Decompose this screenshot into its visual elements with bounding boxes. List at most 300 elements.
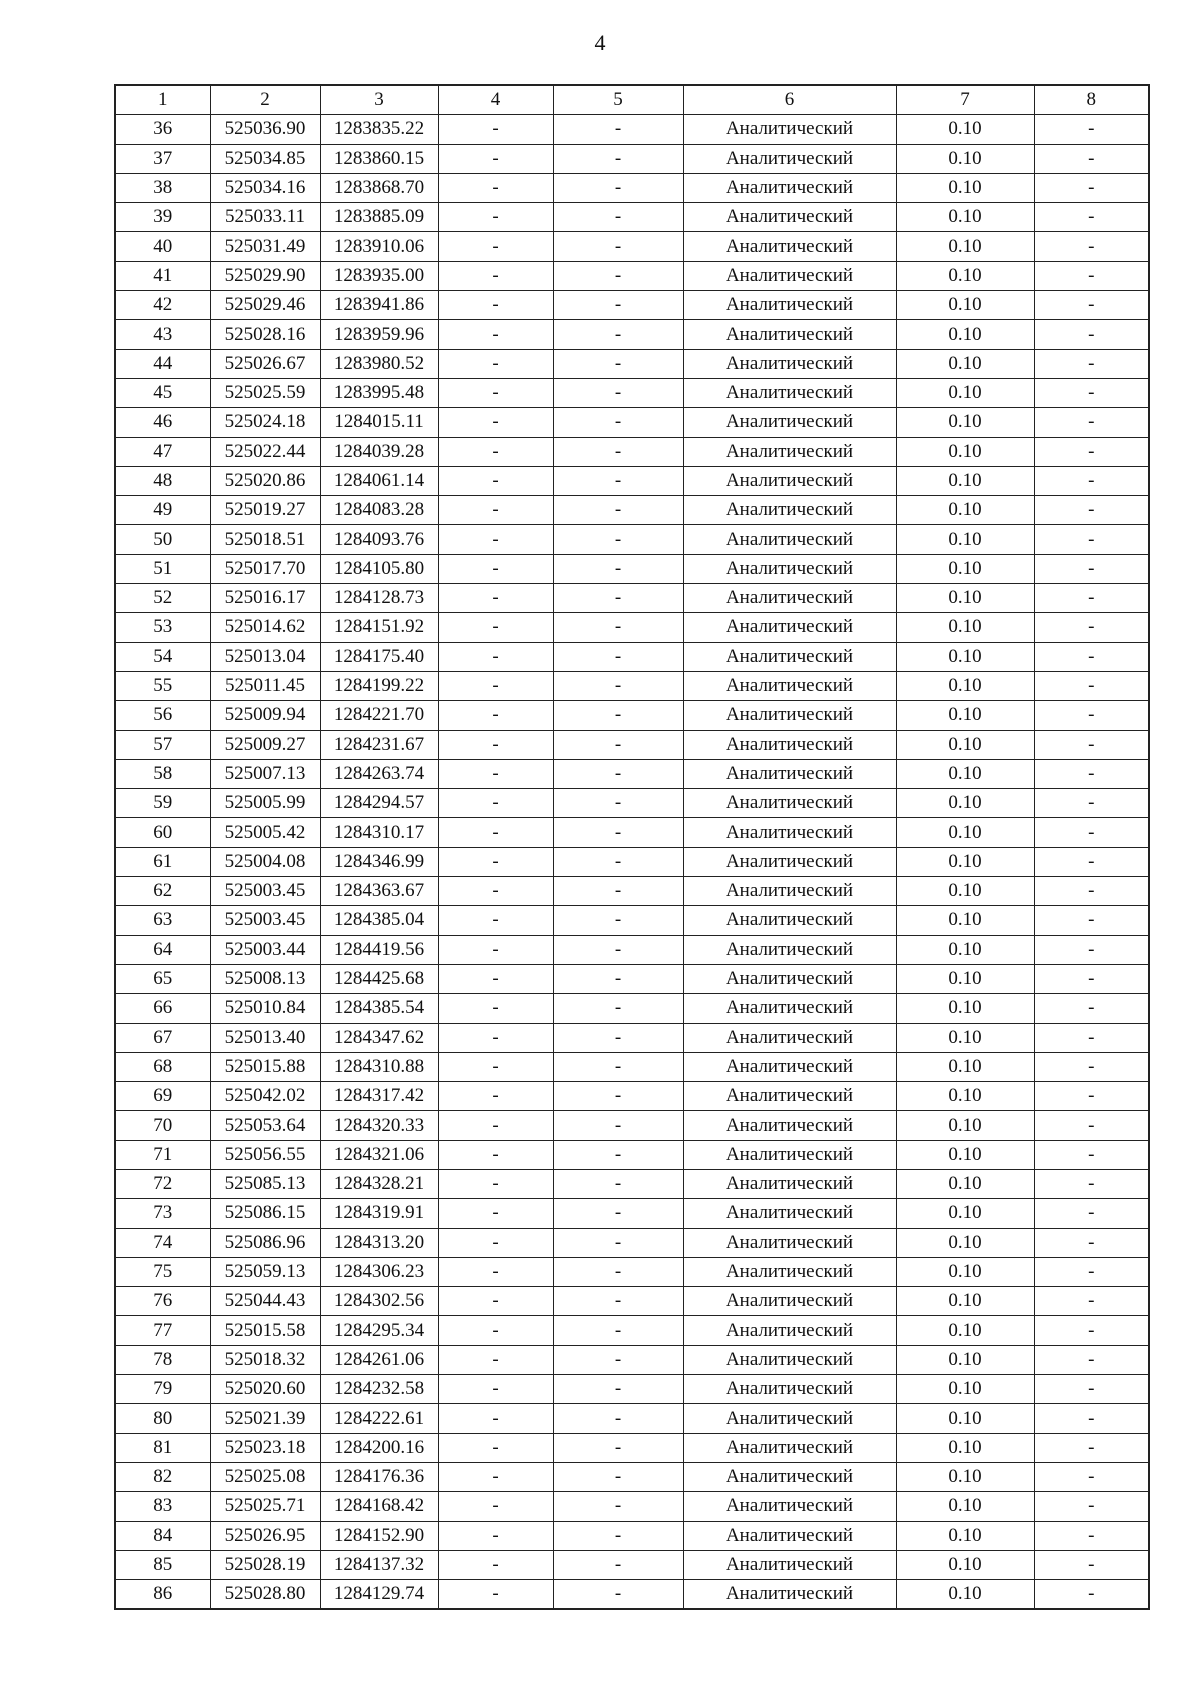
accuracy-cell: 0.10 xyxy=(896,378,1034,407)
column-8-cell: - xyxy=(1034,1082,1149,1111)
y-coordinate-cell: 1284321.06 xyxy=(320,1140,438,1169)
accuracy-cell: 0.10 xyxy=(896,847,1034,876)
x-coordinate-cell: 525013.40 xyxy=(210,1023,320,1052)
column-8-cell: - xyxy=(1034,1404,1149,1433)
column-5-cell: - xyxy=(553,1257,683,1286)
table-row xyxy=(115,1082,1149,1111)
point-number-cell: 80 xyxy=(115,1404,210,1433)
point-number-cell: 43 xyxy=(115,320,210,349)
column-8-cell: - xyxy=(1034,1550,1149,1579)
column-4-cell: - xyxy=(438,1052,553,1081)
column-5-cell: - xyxy=(553,144,683,173)
column-5-cell: - xyxy=(553,701,683,730)
column-8-cell: - xyxy=(1034,1199,1149,1228)
table-row xyxy=(115,1521,1149,1550)
y-coordinate-cell: 1283935.00 xyxy=(320,261,438,290)
column-5-cell: - xyxy=(553,1052,683,1081)
point-number-cell: 86 xyxy=(115,1580,210,1610)
column-5-cell: - xyxy=(553,789,683,818)
accuracy-cell: 0.10 xyxy=(896,466,1034,495)
method-cell: Аналитический xyxy=(683,584,896,613)
column-8-cell: - xyxy=(1034,554,1149,583)
point-number-cell: 61 xyxy=(115,847,210,876)
column-4-cell: - xyxy=(438,1140,553,1169)
accuracy-cell: 0.10 xyxy=(896,1550,1034,1579)
accuracy-cell: 0.10 xyxy=(896,642,1034,671)
column-5-cell: - xyxy=(553,1199,683,1228)
y-coordinate-cell: 1284328.21 xyxy=(320,1169,438,1198)
method-cell: Аналитический xyxy=(683,877,896,906)
column-4-cell: - xyxy=(438,701,553,730)
x-coordinate-cell: 525019.27 xyxy=(210,496,320,525)
table-row xyxy=(115,1140,1149,1169)
y-coordinate-cell: 1284231.67 xyxy=(320,730,438,759)
x-coordinate-cell: 525008.13 xyxy=(210,964,320,993)
method-cell: Аналитический xyxy=(683,1023,896,1052)
accuracy-cell: 0.10 xyxy=(896,906,1034,935)
point-number-cell: 77 xyxy=(115,1316,210,1345)
table-row xyxy=(115,642,1149,671)
x-coordinate-cell: 525086.96 xyxy=(210,1228,320,1257)
column-4-cell: - xyxy=(438,437,553,466)
y-coordinate-cell: 1284310.17 xyxy=(320,818,438,847)
y-coordinate-cell: 1284385.04 xyxy=(320,906,438,935)
column-5-cell: - xyxy=(553,320,683,349)
point-number-cell: 63 xyxy=(115,906,210,935)
column-5-cell: - xyxy=(553,1580,683,1610)
method-cell: Аналитический xyxy=(683,701,896,730)
column-8-cell: - xyxy=(1034,701,1149,730)
table-body xyxy=(115,115,1149,1610)
column-8-cell: - xyxy=(1034,1023,1149,1052)
column-8-cell: - xyxy=(1034,1228,1149,1257)
point-number-cell: 66 xyxy=(115,994,210,1023)
x-coordinate-cell: 525085.13 xyxy=(210,1169,320,1198)
table-row xyxy=(115,994,1149,1023)
point-number-cell: 39 xyxy=(115,203,210,232)
method-cell: Аналитический xyxy=(683,935,896,964)
method-cell: Аналитический xyxy=(683,1521,896,1550)
point-number-cell: 71 xyxy=(115,1140,210,1169)
column-header: 6 xyxy=(683,85,896,115)
y-coordinate-cell: 1284347.62 xyxy=(320,1023,438,1052)
accuracy-cell: 0.10 xyxy=(896,144,1034,173)
column-5-cell: - xyxy=(553,906,683,935)
column-8-cell: - xyxy=(1034,671,1149,700)
column-5-cell: - xyxy=(553,847,683,876)
column-8-cell: - xyxy=(1034,1111,1149,1140)
point-number-cell: 53 xyxy=(115,613,210,642)
method-cell: Аналитический xyxy=(683,1082,896,1111)
column-4-cell: - xyxy=(438,818,553,847)
column-5-cell: - xyxy=(553,173,683,202)
table-row xyxy=(115,1257,1149,1286)
x-coordinate-cell: 525021.39 xyxy=(210,1404,320,1433)
column-8-cell: - xyxy=(1034,1580,1149,1610)
y-coordinate-cell: 1284200.16 xyxy=(320,1433,438,1462)
table-row xyxy=(115,818,1149,847)
accuracy-cell: 0.10 xyxy=(896,261,1034,290)
column-5-cell: - xyxy=(553,1433,683,1462)
y-coordinate-cell: 1284152.90 xyxy=(320,1521,438,1550)
y-coordinate-cell: 1284425.68 xyxy=(320,964,438,993)
x-coordinate-cell: 525025.08 xyxy=(210,1462,320,1491)
accuracy-cell: 0.10 xyxy=(896,730,1034,759)
method-cell: Аналитический xyxy=(683,203,896,232)
point-number-cell: 36 xyxy=(115,115,210,144)
method-cell: Аналитический xyxy=(683,818,896,847)
column-8-cell: - xyxy=(1034,1462,1149,1491)
column-4-cell: - xyxy=(438,671,553,700)
column-5-cell: - xyxy=(553,1169,683,1198)
x-coordinate-cell: 525042.02 xyxy=(210,1082,320,1111)
x-coordinate-cell: 525031.49 xyxy=(210,232,320,261)
x-coordinate-cell: 525025.71 xyxy=(210,1492,320,1521)
y-coordinate-cell: 1283980.52 xyxy=(320,349,438,378)
point-number-cell: 41 xyxy=(115,261,210,290)
accuracy-cell: 0.10 xyxy=(896,671,1034,700)
point-number-cell: 73 xyxy=(115,1199,210,1228)
point-number-cell: 46 xyxy=(115,408,210,437)
accuracy-cell: 0.10 xyxy=(896,877,1034,906)
column-4-cell: - xyxy=(438,378,553,407)
method-cell: Аналитический xyxy=(683,1580,896,1610)
column-5-cell: - xyxy=(553,525,683,554)
table-row xyxy=(115,1199,1149,1228)
column-4-cell: - xyxy=(438,1462,553,1491)
x-coordinate-cell: 525023.18 xyxy=(210,1433,320,1462)
x-coordinate-cell: 525034.85 xyxy=(210,144,320,173)
accuracy-cell: 0.10 xyxy=(896,584,1034,613)
column-8-cell: - xyxy=(1034,173,1149,202)
column-4-cell: - xyxy=(438,1082,553,1111)
method-cell: Аналитический xyxy=(683,320,896,349)
coordinates-table xyxy=(114,84,1150,1610)
y-coordinate-cell: 1284222.61 xyxy=(320,1404,438,1433)
table-row xyxy=(115,935,1149,964)
point-number-cell: 64 xyxy=(115,935,210,964)
method-cell: Аналитический xyxy=(683,115,896,144)
accuracy-cell: 0.10 xyxy=(896,1169,1034,1198)
column-5-cell: - xyxy=(553,1404,683,1433)
accuracy-cell: 0.10 xyxy=(896,818,1034,847)
column-4-cell: - xyxy=(438,789,553,818)
point-number-cell: 79 xyxy=(115,1375,210,1404)
column-4-cell: - xyxy=(438,759,553,788)
column-header: 8 xyxy=(1034,85,1149,115)
y-coordinate-cell: 1284232.58 xyxy=(320,1375,438,1404)
table-row xyxy=(115,496,1149,525)
table-row xyxy=(115,1316,1149,1345)
y-coordinate-cell: 1284199.22 xyxy=(320,671,438,700)
column-5-cell: - xyxy=(553,1462,683,1491)
x-coordinate-cell: 525004.08 xyxy=(210,847,320,876)
column-5-cell: - xyxy=(553,642,683,671)
accuracy-cell: 0.10 xyxy=(896,525,1034,554)
point-number-cell: 67 xyxy=(115,1023,210,1052)
method-cell: Аналитический xyxy=(683,1228,896,1257)
column-4-cell: - xyxy=(438,466,553,495)
y-coordinate-cell: 1284137.32 xyxy=(320,1550,438,1579)
accuracy-cell: 0.10 xyxy=(896,1492,1034,1521)
column-8-cell: - xyxy=(1034,496,1149,525)
point-number-cell: 81 xyxy=(115,1433,210,1462)
column-4-cell: - xyxy=(438,232,553,261)
y-coordinate-cell: 1284129.74 xyxy=(320,1580,438,1610)
point-number-cell: 76 xyxy=(115,1287,210,1316)
y-coordinate-cell: 1284295.34 xyxy=(320,1316,438,1345)
table-row xyxy=(115,1228,1149,1257)
column-4-cell: - xyxy=(438,730,553,759)
y-coordinate-cell: 1284306.23 xyxy=(320,1257,438,1286)
method-cell: Аналитический xyxy=(683,291,896,320)
point-number-cell: 37 xyxy=(115,144,210,173)
x-coordinate-cell: 525028.80 xyxy=(210,1580,320,1610)
column-8-cell: - xyxy=(1034,525,1149,554)
point-number-cell: 58 xyxy=(115,759,210,788)
accuracy-cell: 0.10 xyxy=(896,1433,1034,1462)
y-coordinate-cell: 1284175.40 xyxy=(320,642,438,671)
point-number-cell: 42 xyxy=(115,291,210,320)
column-5-cell: - xyxy=(553,232,683,261)
table-row xyxy=(115,525,1149,554)
column-5-cell: - xyxy=(553,1023,683,1052)
accuracy-cell: 0.10 xyxy=(896,759,1034,788)
column-8-cell: - xyxy=(1034,1316,1149,1345)
column-5-cell: - xyxy=(553,994,683,1023)
y-coordinate-cell: 1284263.74 xyxy=(320,759,438,788)
table-row xyxy=(115,1023,1149,1052)
point-number-cell: 70 xyxy=(115,1111,210,1140)
column-4-cell: - xyxy=(438,496,553,525)
accuracy-cell: 0.10 xyxy=(896,349,1034,378)
column-8-cell: - xyxy=(1034,1257,1149,1286)
column-8-cell: - xyxy=(1034,291,1149,320)
accuracy-cell: 0.10 xyxy=(896,1521,1034,1550)
accuracy-cell: 0.10 xyxy=(896,935,1034,964)
x-coordinate-cell: 525013.04 xyxy=(210,642,320,671)
point-number-cell: 60 xyxy=(115,818,210,847)
x-coordinate-cell: 525010.84 xyxy=(210,994,320,1023)
accuracy-cell: 0.10 xyxy=(896,1462,1034,1491)
column-4-cell: - xyxy=(438,1521,553,1550)
table-row xyxy=(115,349,1149,378)
accuracy-cell: 0.10 xyxy=(896,1316,1034,1345)
column-4-cell: - xyxy=(438,554,553,583)
table-row xyxy=(115,1052,1149,1081)
column-8-cell: - xyxy=(1034,730,1149,759)
column-4-cell: - xyxy=(438,964,553,993)
column-8-cell: - xyxy=(1034,1140,1149,1169)
method-cell: Аналитический xyxy=(683,759,896,788)
column-4-cell: - xyxy=(438,877,553,906)
x-coordinate-cell: 525015.58 xyxy=(210,1316,320,1345)
x-coordinate-cell: 525003.45 xyxy=(210,906,320,935)
table-row xyxy=(115,730,1149,759)
method-cell: Аналитический xyxy=(683,994,896,1023)
x-coordinate-cell: 525053.64 xyxy=(210,1111,320,1140)
accuracy-cell: 0.10 xyxy=(896,1023,1034,1052)
y-coordinate-cell: 1284061.14 xyxy=(320,466,438,495)
table-row xyxy=(115,584,1149,613)
accuracy-cell: 0.10 xyxy=(896,291,1034,320)
accuracy-cell: 0.10 xyxy=(896,1199,1034,1228)
accuracy-cell: 0.10 xyxy=(896,1111,1034,1140)
point-number-cell: 44 xyxy=(115,349,210,378)
method-cell: Аналитический xyxy=(683,1492,896,1521)
y-coordinate-cell: 1284261.06 xyxy=(320,1345,438,1374)
point-number-cell: 55 xyxy=(115,671,210,700)
method-cell: Аналитический xyxy=(683,1345,896,1374)
point-number-cell: 49 xyxy=(115,496,210,525)
point-number-cell: 69 xyxy=(115,1082,210,1111)
column-4-cell: - xyxy=(438,203,553,232)
column-8-cell: - xyxy=(1034,232,1149,261)
column-8-cell: - xyxy=(1034,408,1149,437)
table-row xyxy=(115,408,1149,437)
table-row xyxy=(115,1345,1149,1374)
point-number-cell: 75 xyxy=(115,1257,210,1286)
x-coordinate-cell: 525016.17 xyxy=(210,584,320,613)
table-row xyxy=(115,232,1149,261)
table-row xyxy=(115,1433,1149,1462)
accuracy-cell: 0.10 xyxy=(896,613,1034,642)
column-8-cell: - xyxy=(1034,906,1149,935)
column-4-cell: - xyxy=(438,1199,553,1228)
column-4-cell: - xyxy=(438,1345,553,1374)
x-coordinate-cell: 525009.27 xyxy=(210,730,320,759)
point-number-cell: 59 xyxy=(115,789,210,818)
table-row xyxy=(115,466,1149,495)
point-number-cell: 65 xyxy=(115,964,210,993)
column-8-cell: - xyxy=(1034,642,1149,671)
column-5-cell: - xyxy=(553,730,683,759)
y-coordinate-cell: 1284083.28 xyxy=(320,496,438,525)
column-8-cell: - xyxy=(1034,261,1149,290)
column-5-cell: - xyxy=(553,378,683,407)
table-row xyxy=(115,437,1149,466)
accuracy-cell: 0.10 xyxy=(896,554,1034,583)
column-5-cell: - xyxy=(553,1345,683,1374)
accuracy-cell: 0.10 xyxy=(896,115,1034,144)
column-8-cell: - xyxy=(1034,818,1149,847)
x-coordinate-cell: 525029.46 xyxy=(210,291,320,320)
table-row xyxy=(115,378,1149,407)
x-coordinate-cell: 525033.11 xyxy=(210,203,320,232)
method-cell: Аналитический xyxy=(683,144,896,173)
table-row xyxy=(115,1492,1149,1521)
x-coordinate-cell: 525059.13 xyxy=(210,1257,320,1286)
column-8-cell: - xyxy=(1034,994,1149,1023)
point-number-cell: 62 xyxy=(115,877,210,906)
accuracy-cell: 0.10 xyxy=(896,701,1034,730)
point-number-cell: 51 xyxy=(115,554,210,583)
column-8-cell: - xyxy=(1034,1287,1149,1316)
method-cell: Аналитический xyxy=(683,378,896,407)
column-5-cell: - xyxy=(553,115,683,144)
y-coordinate-cell: 1284039.28 xyxy=(320,437,438,466)
accuracy-cell: 0.10 xyxy=(896,408,1034,437)
method-cell: Аналитический xyxy=(683,1111,896,1140)
accuracy-cell: 0.10 xyxy=(896,496,1034,525)
method-cell: Аналитический xyxy=(683,906,896,935)
accuracy-cell: 0.10 xyxy=(896,203,1034,232)
column-4-cell: - xyxy=(438,173,553,202)
point-number-cell: 74 xyxy=(115,1228,210,1257)
method-cell: Аналитический xyxy=(683,1462,896,1491)
table-row xyxy=(115,1462,1149,1491)
y-coordinate-cell: 1284176.36 xyxy=(320,1462,438,1491)
x-coordinate-cell: 525028.19 xyxy=(210,1550,320,1579)
accuracy-cell: 0.10 xyxy=(896,173,1034,202)
method-cell: Аналитический xyxy=(683,1404,896,1433)
column-8-cell: - xyxy=(1034,349,1149,378)
table-row xyxy=(115,789,1149,818)
point-number-cell: 52 xyxy=(115,584,210,613)
accuracy-cell: 0.10 xyxy=(896,964,1034,993)
x-coordinate-cell: 525029.90 xyxy=(210,261,320,290)
method-cell: Аналитический xyxy=(683,847,896,876)
column-5-cell: - xyxy=(553,261,683,290)
column-4-cell: - xyxy=(438,1287,553,1316)
accuracy-cell: 0.10 xyxy=(896,1287,1034,1316)
column-4-cell: - xyxy=(438,349,553,378)
x-coordinate-cell: 525017.70 xyxy=(210,554,320,583)
page-number: 4 xyxy=(594,30,606,55)
y-coordinate-cell: 1284310.88 xyxy=(320,1052,438,1081)
accuracy-cell: 0.10 xyxy=(896,1082,1034,1111)
column-5-cell: - xyxy=(553,203,683,232)
y-coordinate-cell: 1283860.15 xyxy=(320,144,438,173)
column-5-cell: - xyxy=(553,1082,683,1111)
point-number-cell: 47 xyxy=(115,437,210,466)
x-coordinate-cell: 525015.88 xyxy=(210,1052,320,1081)
method-cell: Аналитический xyxy=(683,1140,896,1169)
column-8-cell: - xyxy=(1034,847,1149,876)
method-cell: Аналитический xyxy=(683,1169,896,1198)
accuracy-cell: 0.10 xyxy=(896,1404,1034,1433)
column-header: 5 xyxy=(553,85,683,115)
column-8-cell: - xyxy=(1034,1375,1149,1404)
column-8-cell: - xyxy=(1034,1169,1149,1198)
table-row xyxy=(115,759,1149,788)
y-coordinate-cell: 1284105.80 xyxy=(320,554,438,583)
method-cell: Аналитический xyxy=(683,671,896,700)
column-8-cell: - xyxy=(1034,203,1149,232)
column-5-cell: - xyxy=(553,1492,683,1521)
column-header: 3 xyxy=(320,85,438,115)
column-8-cell: - xyxy=(1034,378,1149,407)
table-row xyxy=(115,847,1149,876)
column-4-cell: - xyxy=(438,1492,553,1521)
y-coordinate-cell: 1283868.70 xyxy=(320,173,438,202)
column-4-cell: - xyxy=(438,847,553,876)
column-5-cell: - xyxy=(553,877,683,906)
table-row xyxy=(115,1550,1149,1579)
method-cell: Аналитический xyxy=(683,173,896,202)
y-coordinate-cell: 1284221.70 xyxy=(320,701,438,730)
y-coordinate-cell: 1284317.42 xyxy=(320,1082,438,1111)
method-cell: Аналитический xyxy=(683,642,896,671)
column-header: 2 xyxy=(210,85,320,115)
column-header: 7 xyxy=(896,85,1034,115)
column-4-cell: - xyxy=(438,144,553,173)
column-5-cell: - xyxy=(553,818,683,847)
y-coordinate-cell: 1284385.54 xyxy=(320,994,438,1023)
column-8-cell: - xyxy=(1034,437,1149,466)
column-4-cell: - xyxy=(438,1228,553,1257)
method-cell: Аналитический xyxy=(683,261,896,290)
